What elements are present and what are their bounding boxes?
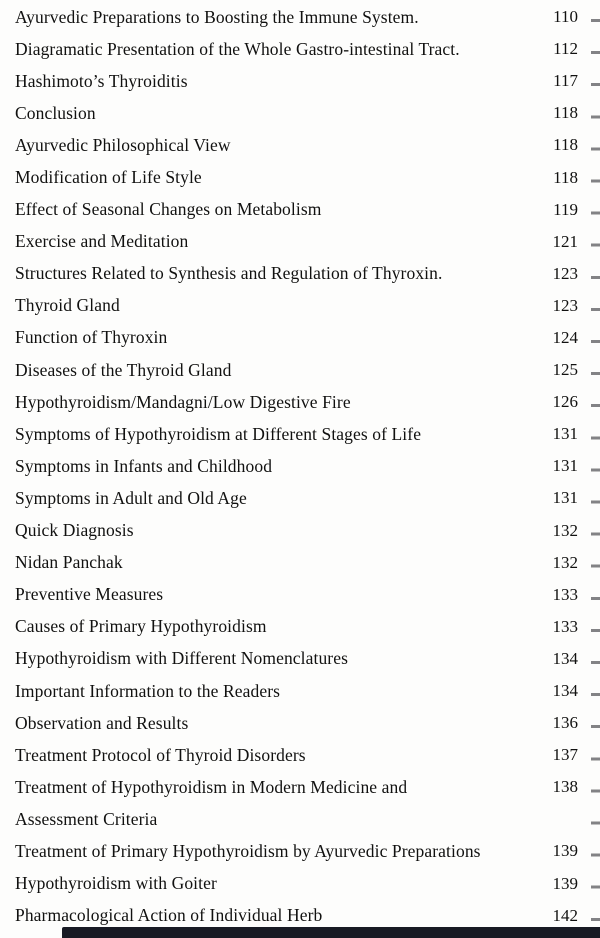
toc-entry-page: 123 <box>552 263 578 283</box>
toc-entry-page: 132 <box>552 552 578 572</box>
toc-row <box>0 579 600 611</box>
toc-entry-title: Hypothyroidism with Different Nomenclatures <box>15 648 349 669</box>
toc-entry-title: Treatment Protocol of Thyroid Disorders <box>15 744 306 765</box>
toc-row <box>0 868 600 900</box>
toc-entry-page: 131 <box>552 488 578 508</box>
toc-row <box>0 129 600 161</box>
toc-entry-title: Ayurvedic Philosophical View <box>15 134 231 155</box>
toc-entry-page: 126 <box>552 392 578 412</box>
toc-entry-page: 139 <box>552 841 578 861</box>
toc-row <box>0 194 600 226</box>
toc-entry-page: 121 <box>552 231 578 251</box>
toc-entry-page: 133 <box>552 616 578 636</box>
toc-list <box>0 1 600 932</box>
toc-row <box>0 33 600 65</box>
toc-row <box>0 322 600 354</box>
toc-entry-title: Symptoms in Infants and Childhood <box>15 455 273 476</box>
toc-entry-title: Pharmacological Action of Individual Herb <box>15 905 323 926</box>
toc-entry-page: 139 <box>552 873 578 893</box>
toc-entry-page: 112 <box>553 39 578 59</box>
toc-row <box>0 803 600 835</box>
toc-entry-title: Treatment of Hypothyroidism in Modern Medicine and <box>15 776 408 797</box>
toc-entry-title: Modification of Life Style <box>15 167 202 188</box>
toc-entry-title: Causes of Primary Hypothyroidism <box>15 616 267 637</box>
toc-row <box>0 611 600 643</box>
toc-entry-page: 131 <box>552 424 578 444</box>
toc-row <box>0 418 600 450</box>
toc-entry-title: Hypothyroidism/Mandagni/Low Digestive Fire <box>15 391 351 412</box>
toc-entry-title: Hashimoto’s Thyroiditis <box>15 70 188 91</box>
toc-entry-page: 133 <box>552 584 578 604</box>
toc-row <box>0 65 600 97</box>
toc-entry-page: 136 <box>552 713 578 733</box>
toc-row <box>0 386 600 418</box>
toc-row <box>0 97 600 129</box>
scan-bottom-bar <box>62 927 600 938</box>
toc-row <box>0 547 600 579</box>
toc-entry-title: Important Information to the Readers <box>15 680 281 701</box>
toc-row <box>0 643 600 675</box>
toc-entry-title: Structures Related to Synthesis and Regulation of Thyroxin. <box>15 263 443 284</box>
toc-entry-page: 142 <box>552 905 578 925</box>
toc-entry-page: 132 <box>552 520 578 540</box>
toc-entry-title: Hypothyroidism with Goiter <box>15 873 217 894</box>
toc-entry-title: Diseases of the Thyroid Gland <box>15 359 232 380</box>
toc-entry-title: Symptoms in Adult and Old Age <box>15 487 247 508</box>
toc-row <box>0 675 600 707</box>
toc-row <box>0 161 600 193</box>
toc-entry-title: Quick Diagnosis <box>15 520 134 541</box>
toc-entry-page: 134 <box>552 681 578 701</box>
toc-row <box>0 515 600 547</box>
toc-entry-title: Assessment Criteria <box>15 808 158 829</box>
toc-entry-page: 110 <box>553 7 578 27</box>
toc-entry-page: 124 <box>552 327 578 347</box>
toc-entry-page: 118 <box>553 167 578 187</box>
toc-entry-page: 119 <box>553 199 578 219</box>
toc-entry-title: Preventive Measures <box>15 584 164 605</box>
toc-row <box>0 707 600 739</box>
toc-entry-title: Nidan Panchak <box>15 552 123 573</box>
toc-entry-page: 138 <box>552 777 578 797</box>
toc-row <box>0 739 600 771</box>
toc-entry-title: Diagramatic Presentation of the Whole Gastro-intestinal Tract. <box>15 38 460 59</box>
toc-entry-title: Treatment of Primary Hypothyroidism by Ayurvedic Preparations <box>15 840 481 861</box>
toc-row <box>0 258 600 290</box>
toc-entry-title: Ayurvedic Preparations to Boosting the Immune System. <box>15 6 419 27</box>
toc-entry-title: Conclusion <box>15 102 96 123</box>
toc-entry-page: 131 <box>552 456 578 476</box>
toc-row <box>0 450 600 482</box>
toc-entry-page: 118 <box>553 103 578 123</box>
toc-row <box>0 226 600 258</box>
toc-entry-page: 117 <box>553 71 578 91</box>
toc-entry-title: Symptoms of Hypothyroidism at Different Stages of Life <box>15 423 422 444</box>
toc-entry-page: 118 <box>553 135 578 155</box>
toc-entry-title: Thyroid Gland <box>15 295 120 316</box>
toc-entry-page: 134 <box>552 648 578 668</box>
toc-entry-title: Exercise and Meditation <box>15 231 189 252</box>
toc-entry-title: Observation and Results <box>15 712 189 733</box>
toc-row <box>0 1 600 33</box>
toc-entry-title: Effect of Seasonal Changes on Metabolism <box>15 199 322 220</box>
toc-row <box>0 771 600 803</box>
toc-entry-page: 137 <box>552 745 578 765</box>
toc-row <box>0 354 600 386</box>
toc-entry-page: 123 <box>552 295 578 315</box>
toc-row <box>0 482 600 514</box>
toc-row <box>0 835 600 867</box>
toc-row <box>0 290 600 322</box>
toc-entry-page: 125 <box>552 360 578 380</box>
toc-entry-title: Function of Thyroxin <box>15 327 168 348</box>
